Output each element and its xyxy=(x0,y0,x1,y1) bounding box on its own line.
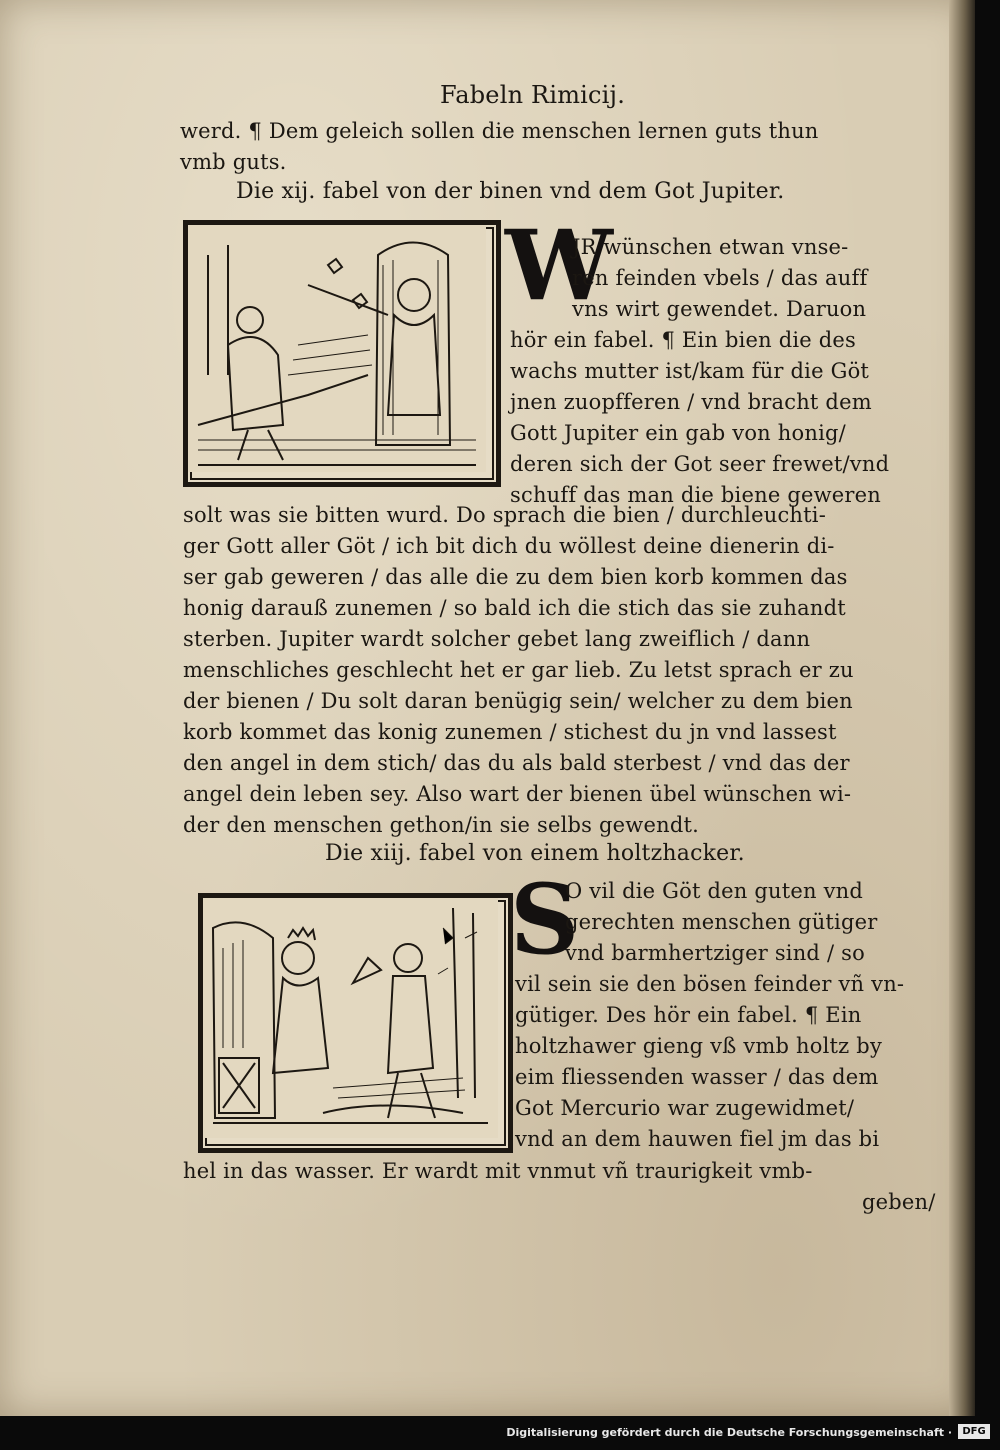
text-line: schuff das man die biene geweren xyxy=(510,483,881,507)
text-line: Gott Jupiter ein gab von honig/ xyxy=(510,421,846,445)
text-line: holtzhawer gieng vß vmb holtz by xyxy=(515,1034,883,1058)
page-edge-shadow xyxy=(949,0,975,1416)
text-line: hör ein fabel. ¶ Ein bien die des xyxy=(510,328,857,352)
text-line: vnd an dem hauwen fiel jm das bi xyxy=(515,1127,880,1151)
text-line: vnd barmhertziger sind / so xyxy=(565,941,865,965)
catchword: geben/ xyxy=(862,1190,936,1214)
text-line: ger Gott aller Göt / ich bit dich du wöllest deine dienerin di- xyxy=(183,534,835,558)
woodcut-illustration xyxy=(188,225,486,472)
text-line: wachs mutter ist/kam für die Göt xyxy=(510,359,870,383)
text-line: solt was sie bitten wurd. Do sprach die bien / durchleuchti- xyxy=(183,503,826,527)
text-line: ren feinden vbels / das auff xyxy=(572,266,868,290)
fable-12-title: Die xij. fabel von der binen vnd dem Got Jupiter. xyxy=(236,179,785,204)
text-line: JR wünschen etwan vnse- xyxy=(572,235,849,259)
fable-13-title: Die xiij. fabel von einem holtzhacker. xyxy=(325,841,745,866)
fable-13-side-text xyxy=(515,876,955,1156)
woodcut-bee-jupiter xyxy=(183,220,501,487)
text-line: O vil die Göt den guten vnd xyxy=(565,879,863,903)
top-lines xyxy=(180,116,940,178)
text-line: der den menschen gethon/in sie selbs gewendt. xyxy=(183,813,699,837)
text-line: jnen zuopfferen / vnd bracht dem xyxy=(510,390,872,414)
text-line: deren sich der Got seer frewet/vnd xyxy=(510,452,890,476)
text-line: gütiger. Des hör ein fabel. ¶ Ein xyxy=(515,1003,862,1027)
text-line: honig darauß zunemen / so bald ich die stich das sie zuhandt xyxy=(183,596,846,620)
text-line: menschliches geschlecht het er gar lieb. Zu letst sprach er zu xyxy=(183,658,854,682)
text-line: vns wirt gewendet. Daruon xyxy=(572,297,867,321)
text-line: sterben. Jupiter wardt solcher gebet lang zweiflich / dann xyxy=(183,627,811,651)
text-line: korb kommet das konig zunemen / stichest du jn vnd lassest xyxy=(183,720,837,744)
digitization-footer xyxy=(0,1416,1000,1450)
running-head: Fabeln Rimicij. xyxy=(440,81,626,109)
drop-cap-W: W xyxy=(505,209,613,322)
text-line: Got Mercurio war zugewidmet/ xyxy=(515,1096,855,1120)
text-line: gerechten menschen gütiger xyxy=(565,910,878,934)
fable-13-full-text xyxy=(183,1156,953,1187)
fable-12-side-text xyxy=(510,232,950,512)
text-line: vmb guts. xyxy=(180,150,287,174)
text-line: angel dein leben sey. Also wart der bienen übel wünschen wi- xyxy=(183,782,852,806)
text-line: der bienen / Du solt daran benügig sein/ welcher zu dem bien xyxy=(183,689,853,713)
fable-12-full-text xyxy=(183,500,953,845)
text-line: hel in das wasser. Er wardt mit vnmut vñ traurigkeit vmb- xyxy=(183,1159,813,1183)
dfg-logo: DFG xyxy=(958,1424,990,1439)
drop-cap-S: S xyxy=(510,863,580,976)
woodcut-woodcutter xyxy=(198,893,513,1153)
text-line: werd. ¶ Dem geleich sollen die menschen lernen guts thun xyxy=(180,119,819,143)
text-line: ser gab geweren / das alle die zu dem bien korb kommen das xyxy=(183,565,848,589)
footer-credit: Digitalisierung gefördert durch die Deutsche Forschungsgemeinschaft · xyxy=(506,1426,952,1439)
text-line: vil sein sie den bösen feinder vñ vn- xyxy=(515,972,905,996)
woodcut-illustration xyxy=(203,898,498,1138)
text-line: eim fliessenden wasser / das dem xyxy=(515,1065,879,1089)
text-line: den angel in dem stich/ das du als bald sterbest / vnd das der xyxy=(183,751,850,775)
